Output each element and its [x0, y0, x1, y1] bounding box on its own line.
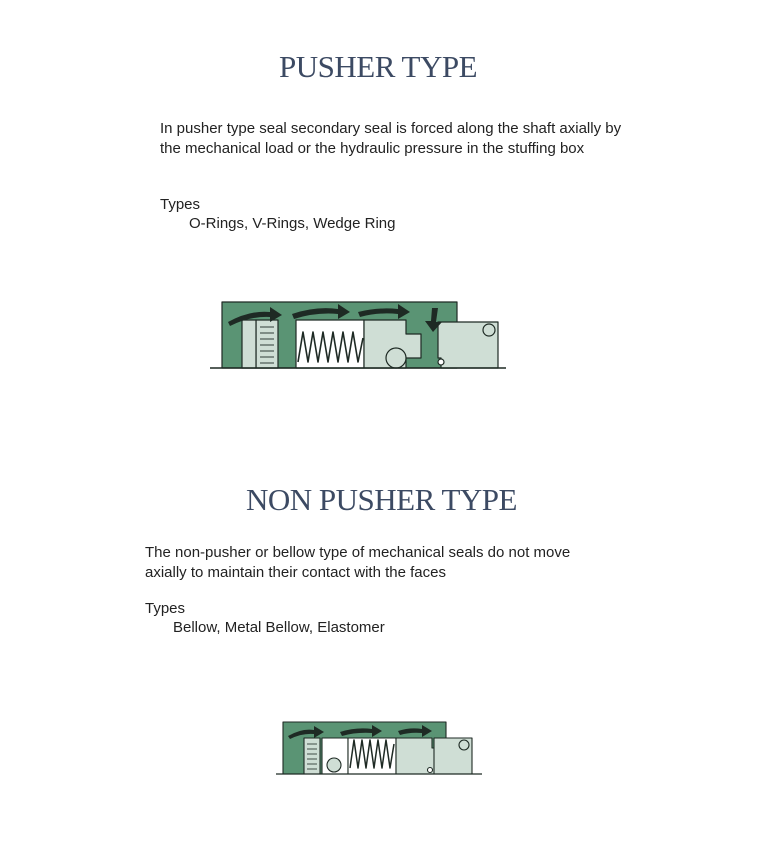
non-pusher-types-label: Types	[145, 600, 186, 617]
pusher-o-ring	[386, 348, 406, 368]
pusher-title: PUSHER TYPE	[279, 49, 478, 84]
pusher-spring-housing	[296, 320, 364, 368]
pusher-seat-o-ring	[483, 324, 495, 336]
pusher-types-label: Types	[160, 196, 201, 213]
non-pusher-title: NON PUSHER TYPE	[246, 482, 517, 517]
non-pusher-packing-block	[304, 738, 320, 774]
non-pusher-seal-diagram	[274, 718, 486, 778]
pusher-seal-diagram	[208, 298, 508, 372]
pusher-types-list: O-Rings, V-Rings, Wedge Ring	[189, 215, 396, 232]
non-pusher-types-list: Bellow, Metal Bellow, Elastomer	[173, 619, 385, 636]
non-pusher-description: The non-pusher or bellow type of mechanical seals do not move axially to maintain their contact with the faces	[145, 544, 571, 581]
pusher-description: In pusher type seal secondary seal is forced along the shaft axially by the mechanical load or the hydraulic pressure in the stuffing box	[160, 120, 622, 157]
non-pusher-o-ring	[327, 758, 341, 772]
non-pusher-seat-o-ring	[459, 740, 469, 750]
